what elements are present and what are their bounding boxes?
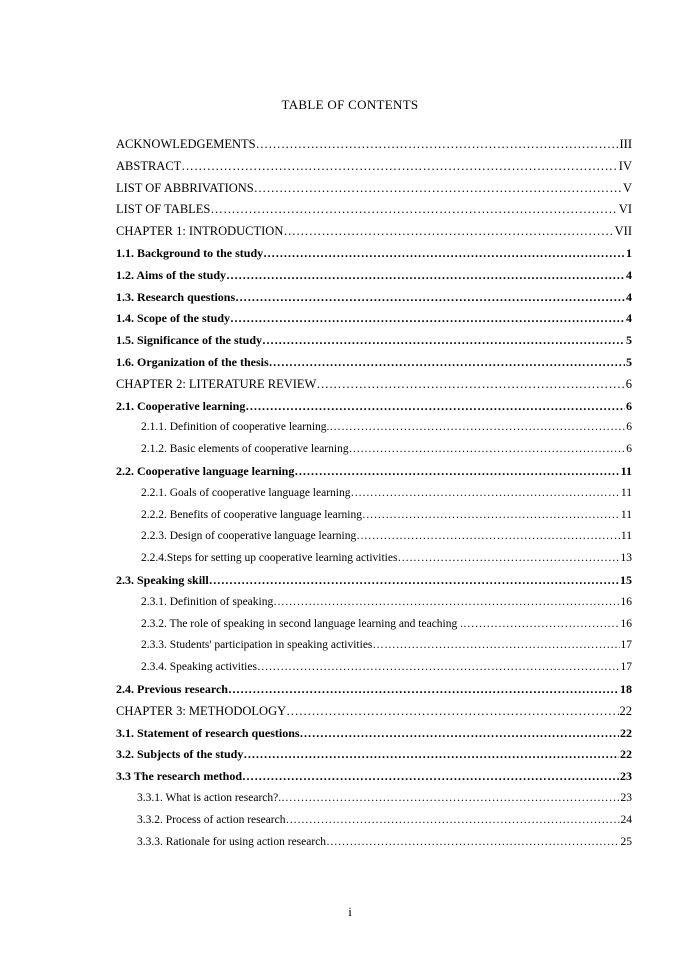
toc-entry-page: 22	[619, 703, 632, 718]
toc-leader-dots	[294, 461, 619, 481]
toc-entry-label: 3.1. Statement of research questions	[116, 725, 300, 740]
toc-entry-label: 3.3.3. Rationale for using action research	[137, 835, 327, 848]
toc-leader-dots	[226, 265, 625, 285]
toc-leader-dots	[230, 308, 625, 328]
toc-leader-dots	[356, 526, 620, 546]
toc-entry[interactable]	[141, 526, 632, 546]
toc-leader-dots	[286, 810, 620, 830]
toc-entry[interactable]	[141, 657, 632, 677]
toc-entry-page: 17	[620, 661, 632, 674]
toc-entry[interactable]	[116, 308, 632, 328]
toc-entry[interactable]	[116, 461, 632, 481]
toc-entry-page: 18	[620, 682, 632, 696]
toc-entry[interactable]	[141, 548, 632, 568]
toc-entry-page: IV	[618, 158, 632, 173]
toc-entry-page: 11	[620, 486, 632, 499]
toc-entry-page: 23	[620, 792, 632, 804]
toc-entry-page: 11	[620, 530, 632, 543]
toc-leader-dots	[463, 614, 619, 634]
toc-entry-label: 2.2. Cooperative language learning	[116, 464, 295, 478]
toc-entry[interactable]	[137, 788, 632, 808]
toc-entry-page: 17	[620, 639, 632, 652]
toc-leader-dots	[286, 701, 618, 721]
toc-entry-label: 2.2.2. Benefits of cooperative language learning	[141, 508, 362, 521]
toc-entry-label: CHAPTER 2: LITERATURE REVIEW	[116, 376, 317, 391]
toc-entry-label: 2.3.2. The role of speaking in second language learning and teaching .	[141, 617, 464, 630]
toc-entry-label: 1.1. Background to the study	[116, 246, 264, 260]
toc-entry[interactable]	[116, 723, 632, 743]
toc-entry-page: 6	[626, 398, 632, 413]
toc-entry[interactable]	[116, 134, 632, 154]
toc-entry-label: ABSTRACT	[116, 158, 182, 173]
toc-entry[interactable]	[116, 701, 632, 721]
toc-entry[interactable]	[116, 679, 632, 699]
toc-leader-dots	[262, 330, 625, 350]
toc-entry-page: 5	[626, 333, 632, 348]
toc-entry-page: V	[622, 180, 632, 195]
toc-leader-dots	[349, 439, 626, 459]
toc-leader-dots	[273, 592, 619, 612]
toc-entry-label: CHAPTER 1: INTRODUCTION	[116, 224, 284, 239]
toc-entry[interactable]	[141, 417, 632, 437]
toc-leader-dots	[263, 243, 625, 263]
toc-leader-dots	[235, 287, 625, 307]
toc-entry[interactable]	[116, 221, 632, 241]
toc-entry[interactable]	[116, 287, 632, 307]
toc-entry-page: 1	[626, 246, 632, 260]
toc-entry[interactable]	[141, 614, 632, 634]
toc-entry-page: 4	[626, 267, 632, 282]
toc-entry[interactable]	[137, 832, 632, 852]
toc-entry-page: III	[619, 137, 632, 151]
toc-leader-dots	[329, 417, 625, 437]
toc-entry[interactable]	[141, 592, 632, 612]
toc-entry[interactable]	[116, 156, 632, 176]
toc-entry[interactable]	[116, 199, 632, 219]
toc-leader-dots	[269, 352, 625, 372]
toc-entry-label: 2.2.4.Steps for setting up cooperative learning activities	[141, 552, 398, 565]
toc-leader-dots	[245, 396, 625, 416]
toc-entry[interactable]	[116, 766, 632, 786]
toc-entry-label: 2.1. Cooperative learning	[116, 398, 246, 413]
toc-entry-label: 2.1.1. Definition of cooperative learning.	[141, 421, 330, 434]
toc-leader-dots	[228, 679, 619, 699]
toc-entry-label: 2.2.3. Design of cooperative language learning	[141, 530, 357, 543]
toc-leader-dots	[242, 766, 619, 786]
toc-entry-label: 2.3.1. Definition of speaking	[141, 595, 274, 608]
toc-entry-page: VII	[614, 224, 632, 239]
toc-entry[interactable]	[116, 374, 632, 394]
toc-entry-page: 4	[626, 289, 632, 304]
toc-entry-page: 11	[620, 464, 632, 478]
toc-entry-label: 3.3.2. Process of action research	[137, 813, 286, 826]
toc-entry[interactable]	[116, 352, 632, 372]
toc-entry-label: 2.4. Previous research	[116, 682, 228, 696]
toc-title: TABLE OF CONTENTS	[281, 97, 419, 112]
toc-entry-label: 1.4. Scope of the study	[116, 311, 231, 326]
toc-leader-dots	[300, 723, 619, 743]
toc-leader-dots	[372, 635, 619, 655]
toc-entry-page: 6	[626, 443, 632, 456]
toc-entry-page: 11	[620, 508, 632, 521]
toc-entry[interactable]	[116, 570, 632, 590]
toc-entry-label: LIST OF ABBRIVATIONS	[116, 180, 254, 195]
toc-entry-label: 1.5. Significance of the study	[116, 333, 263, 348]
toc-leader-dots	[181, 156, 618, 176]
toc-leader-dots	[210, 199, 617, 219]
toc-entry-page: 23	[620, 769, 632, 784]
toc-entry[interactable]	[137, 810, 632, 830]
page-number: i	[348, 904, 352, 919]
toc-leader-dots	[350, 483, 619, 503]
toc-leader-dots	[281, 788, 619, 808]
toc-leader-dots	[283, 221, 613, 241]
toc-entry-page: 16	[620, 617, 632, 630]
toc-entry[interactable]	[141, 505, 632, 525]
toc-entry-label: 2.3.4. Speaking activities	[141, 661, 257, 674]
toc-entry-label: 3.3 The research method	[116, 769, 242, 784]
toc-entry-page: 4	[626, 311, 632, 326]
toc-leader-dots	[257, 657, 620, 677]
toc-leader-dots	[326, 832, 619, 852]
toc-leader-dots	[209, 570, 619, 590]
toc-entry-label: 3.3.1. What is action research?.	[137, 792, 282, 804]
toc-entry-label: 1.6. Organization of the thesis	[116, 355, 269, 369]
toc-leader-dots	[243, 744, 619, 764]
toc-entry[interactable]	[116, 744, 632, 764]
toc-entry-page: 22	[620, 747, 632, 762]
toc-entry[interactable]	[116, 243, 632, 263]
toc-entry[interactable]	[141, 439, 632, 459]
toc-leader-dots	[397, 548, 619, 568]
toc-entry-label: 2.1.2. Basic elements of cooperative learning	[141, 443, 349, 456]
toc-entry-page: 24	[620, 813, 632, 826]
toc-entry-label: 2.3.3. Students' participation in speaking activities	[141, 639, 373, 652]
toc-entry[interactable]	[116, 178, 632, 198]
toc-entry-label: 2.3. Speaking skill	[116, 573, 209, 587]
toc-entry-label: 1.2. Aims of the study	[116, 267, 227, 282]
toc-entry[interactable]	[116, 265, 632, 285]
toc-entry-label: CHAPTER 3: METHODOLOGY	[116, 703, 287, 718]
toc-entry-page: VI	[618, 202, 632, 217]
toc-entry-page: 22	[620, 725, 632, 740]
toc-entry-page: 16	[620, 595, 632, 608]
toc-leader-dots	[362, 505, 620, 525]
toc-entry-page: 13	[620, 552, 632, 565]
toc-entry-label: 2.2.1. Goals of cooperative language learning	[141, 486, 351, 499]
toc-entry-label: 3.2. Subjects of the study	[116, 747, 244, 762]
toc-leader-dots	[316, 374, 624, 394]
toc-entry-page: 15	[620, 573, 632, 587]
toc-entry-page: 6	[625, 376, 632, 391]
toc-entry-label: LIST OF TABLES	[116, 202, 211, 217]
toc-entry-label: 1.3. Research questions	[116, 289, 236, 304]
toc-entry-page: 6	[626, 421, 632, 434]
toc-entry[interactable]	[141, 635, 632, 655]
toc-entry[interactable]	[116, 330, 632, 350]
toc-entry[interactable]	[116, 396, 632, 416]
toc-entry-page: 25	[620, 835, 632, 848]
toc-entry[interactable]	[141, 483, 632, 503]
toc-entry-page: 5	[626, 355, 632, 369]
toc-leader-dots	[254, 178, 622, 198]
toc-leader-dots	[256, 134, 619, 154]
toc-entry-label: ACKNOWLEDGEMENTS	[116, 137, 256, 151]
